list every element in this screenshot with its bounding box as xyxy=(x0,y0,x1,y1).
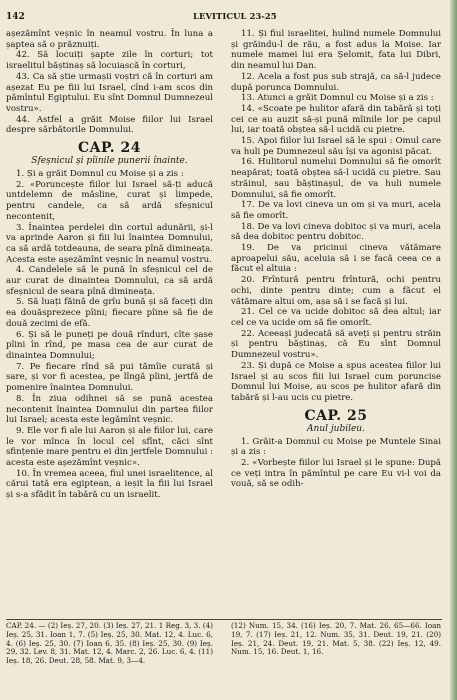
verse: 8. În ziua odihnei să se pună acestea necontenit înaintea Domnului din partea fiilor lui Israel; acesta este legămînt veșnic. xyxy=(6,393,213,426)
verse: 23. Și după ce Moise a spus acestea fiilor lui Israel și au scos fiii lui Israel cum poruncise Domnul lui Moise, au scos pe hulitor afară din tabără și l-au ucis cu pietre. xyxy=(231,360,441,403)
verse: 1. Grăit-a Domnul cu Moise pe Muntele Sinai și a zis : xyxy=(231,436,441,458)
left-column xyxy=(6,29,213,501)
paragraph: așezămînt veșnic în neamul vostru. În luna a șaptea să o prăznuiți. xyxy=(6,29,213,50)
verse: 15. Apoi fiilor lui Israel să le spui : Omul care va huli pe Dumnezeul său își va agonisi păcat. xyxy=(231,136,441,157)
verse: 9. Ele vor fi ale lui Aaron și ale fiilor lui, care le vor mînca în locul cel sfînt, căci sînt sfințenie mare pentru ei din jertfele Domnului : acesta este așezămînt veșnic». xyxy=(6,425,213,469)
chapter-heading: CAP. 25 xyxy=(304,407,368,424)
verse: 13. Atunci a grăit Domnul cu Moise și a zis : xyxy=(241,93,434,104)
verse: 4. Candelele să le pună în sfeșnicul cel de aur curat de dinaintea Domnului, ca să ardă sfeșnicul de seara pînă dimineața. xyxy=(6,265,213,297)
verse: 11. Și fiul israelitei, hulind numele Domnului și grăindu-l de rău, a fost adus la Moise. Iar numele mamei lui era Șelomit, fata lui Dibri, din neamul lui Dan. xyxy=(231,29,441,72)
verse: 14. «Scoate pe hulitor afară din tabără și toți cei ce au auzit să-și pună mîinile lor pe capul lui, iar toată obștea să-l ucidă cu pietre. xyxy=(231,103,441,136)
verse: 10. În vremea aceea, fiul unei israelitence, al cărui tată era egiptean, a ieșit la fiii lui Israel și s-a sfădit în tabără cu un israelit. xyxy=(6,468,213,501)
verse: 2. «Vorbește fiilor lui Israel și le spune: După ce veți intra în pămîntul pe care Eu vi-l voi da vouă, să se odih- xyxy=(231,458,441,490)
chapter-subtitle: Anul jubileu. xyxy=(307,423,365,434)
verse: 18. De va lovi cineva dobitoc și va muri, acela să dea dobitoc pentru dobitoc. xyxy=(231,221,441,243)
running-title: LEVITICUL 23-25 xyxy=(193,12,277,22)
green-page-edge xyxy=(450,0,457,700)
verse: 21. Cel ce va ucide dobitoc să dea altul; iar cel ce va ucide om să fie omorît. xyxy=(231,307,441,328)
chapter-subtitle: Sfeșnicul și pîinile punerii înainte. xyxy=(31,156,188,167)
verse: 1. Și a grăit Domnul cu Moise și a zis : xyxy=(16,169,184,180)
right-column xyxy=(231,29,441,490)
verse: 20. Frîntură pentru frîntură, ochi pentru ochi, dinte pentru dinte; cum a făcut el vătămare altui om, așa să i se facă și lui. xyxy=(231,275,441,307)
page-number: 142 xyxy=(6,12,25,22)
chapter-heading: CAP. 24 xyxy=(78,140,141,157)
verse: 5. Să luați făină de grîu bună și să faceți din ea douăsprezece pîini; fiecare pîine să fie de două zecimi de efă. xyxy=(6,297,213,329)
verse: 19. De va pricinui cineva vătămare aproapelui său, aceluia să i se facă ceea ce a făcut el altuia : xyxy=(231,243,441,275)
footnotes-right: (12) Num. 15, 34. (16) Ieș. 20, 7. Mat. 26, 65—66. Ioan 19, 7. (17) Ieș. 21, 12. Num. 35, 31. Deut. 19, 21. (20) Ieș. 21, 24. Deut. 19, 21. Mat. 5, 38. (22) Ieș. 12, 49. Num. 15, 16. Deut. 1, 16. xyxy=(231,621,441,657)
verse: 6. Și să le puneți pe două rînduri, cîte șase pîini în rînd, pe masa cea de aur curat de dinaintea Domnului; xyxy=(6,329,213,361)
verse: 3. Înaintea perdelei din cortul adunării, și-l va aprinde Aaron și fiii lui înaintea Domnului, ca să ardă totdeauna, de seara pînă dimineața. Acesta este așezămînt veșnic în neamul vostru. xyxy=(6,222,213,265)
footnote-divider xyxy=(6,619,442,620)
footnotes-left: CAP. 24. — (2) Ieș. 27, 20. (3) Ieș. 27, 21. 1 Reg. 3, 3. (4) Ieș. 25, 31. Ioan 1, 7. (5) Ieș. 25, 30. Mat. 12, 4. Luc. 6, 4. (6) Ieș. 25, 30. (7) Ioan 6, 35. (8) Ieș. 25, 30. (9) Ieș. 29, 32. Lev. 8, 31. Mat. 12, 4. Marc. 2, 26. Luc. 6, 4. (11) Ieș. 18, 26. Deut. 28, 58. Mat. 9, 3—4. xyxy=(6,621,213,666)
verse: 7. Pe fiecare rînd să pui tămîie curată și sare, și vor fi acestea, pe lîngă pîini, jertfă de pomenire înaintea Domnului. xyxy=(6,361,213,394)
verse: 43. Ca să știe urmașii voștri că în corturi am așezat Eu pe fiii lui Israel, cînd i-am scos din pămîntul Egiptului. Eu sînt Domnul Dumnezeul vostru». xyxy=(6,71,213,114)
verse: 2. «Poruncește fiilor lui Israel să-ți aducă untdelemn de măsline, curat și limpede, pentru candele, ca să ardă sfeșnicul necontenit, xyxy=(6,179,213,222)
verse: 22. Aceeași judecată să aveți și pentru străin și pentru băștinaș, că Eu sînt Domnul Dumnezeul vostru». xyxy=(231,328,441,361)
page-header xyxy=(6,12,444,26)
verse: 44. Astfel a grăit Moise fiilor lui Israel despre sărbătorile Domnului. xyxy=(6,114,213,136)
verse: 12. Acela a fost pus sub strajă, ca să-l judece după porunca Domnului. xyxy=(231,71,441,93)
verse: 42. Să locuiți șapte zile în corturi; tot israelitul băștinaș să locuiască în corturi, xyxy=(6,50,213,72)
verse: 17. De va lovi cineva un om și va muri, acela să fie omorît. xyxy=(231,200,441,221)
verse: 16. Hulitorul numelui Domnului să fie omorît neapărat; toată obștea să-l ucidă cu pietre. Sau străinul, sau băștinașul, de va huli numele Domnului, să fie omorît. xyxy=(231,157,441,200)
